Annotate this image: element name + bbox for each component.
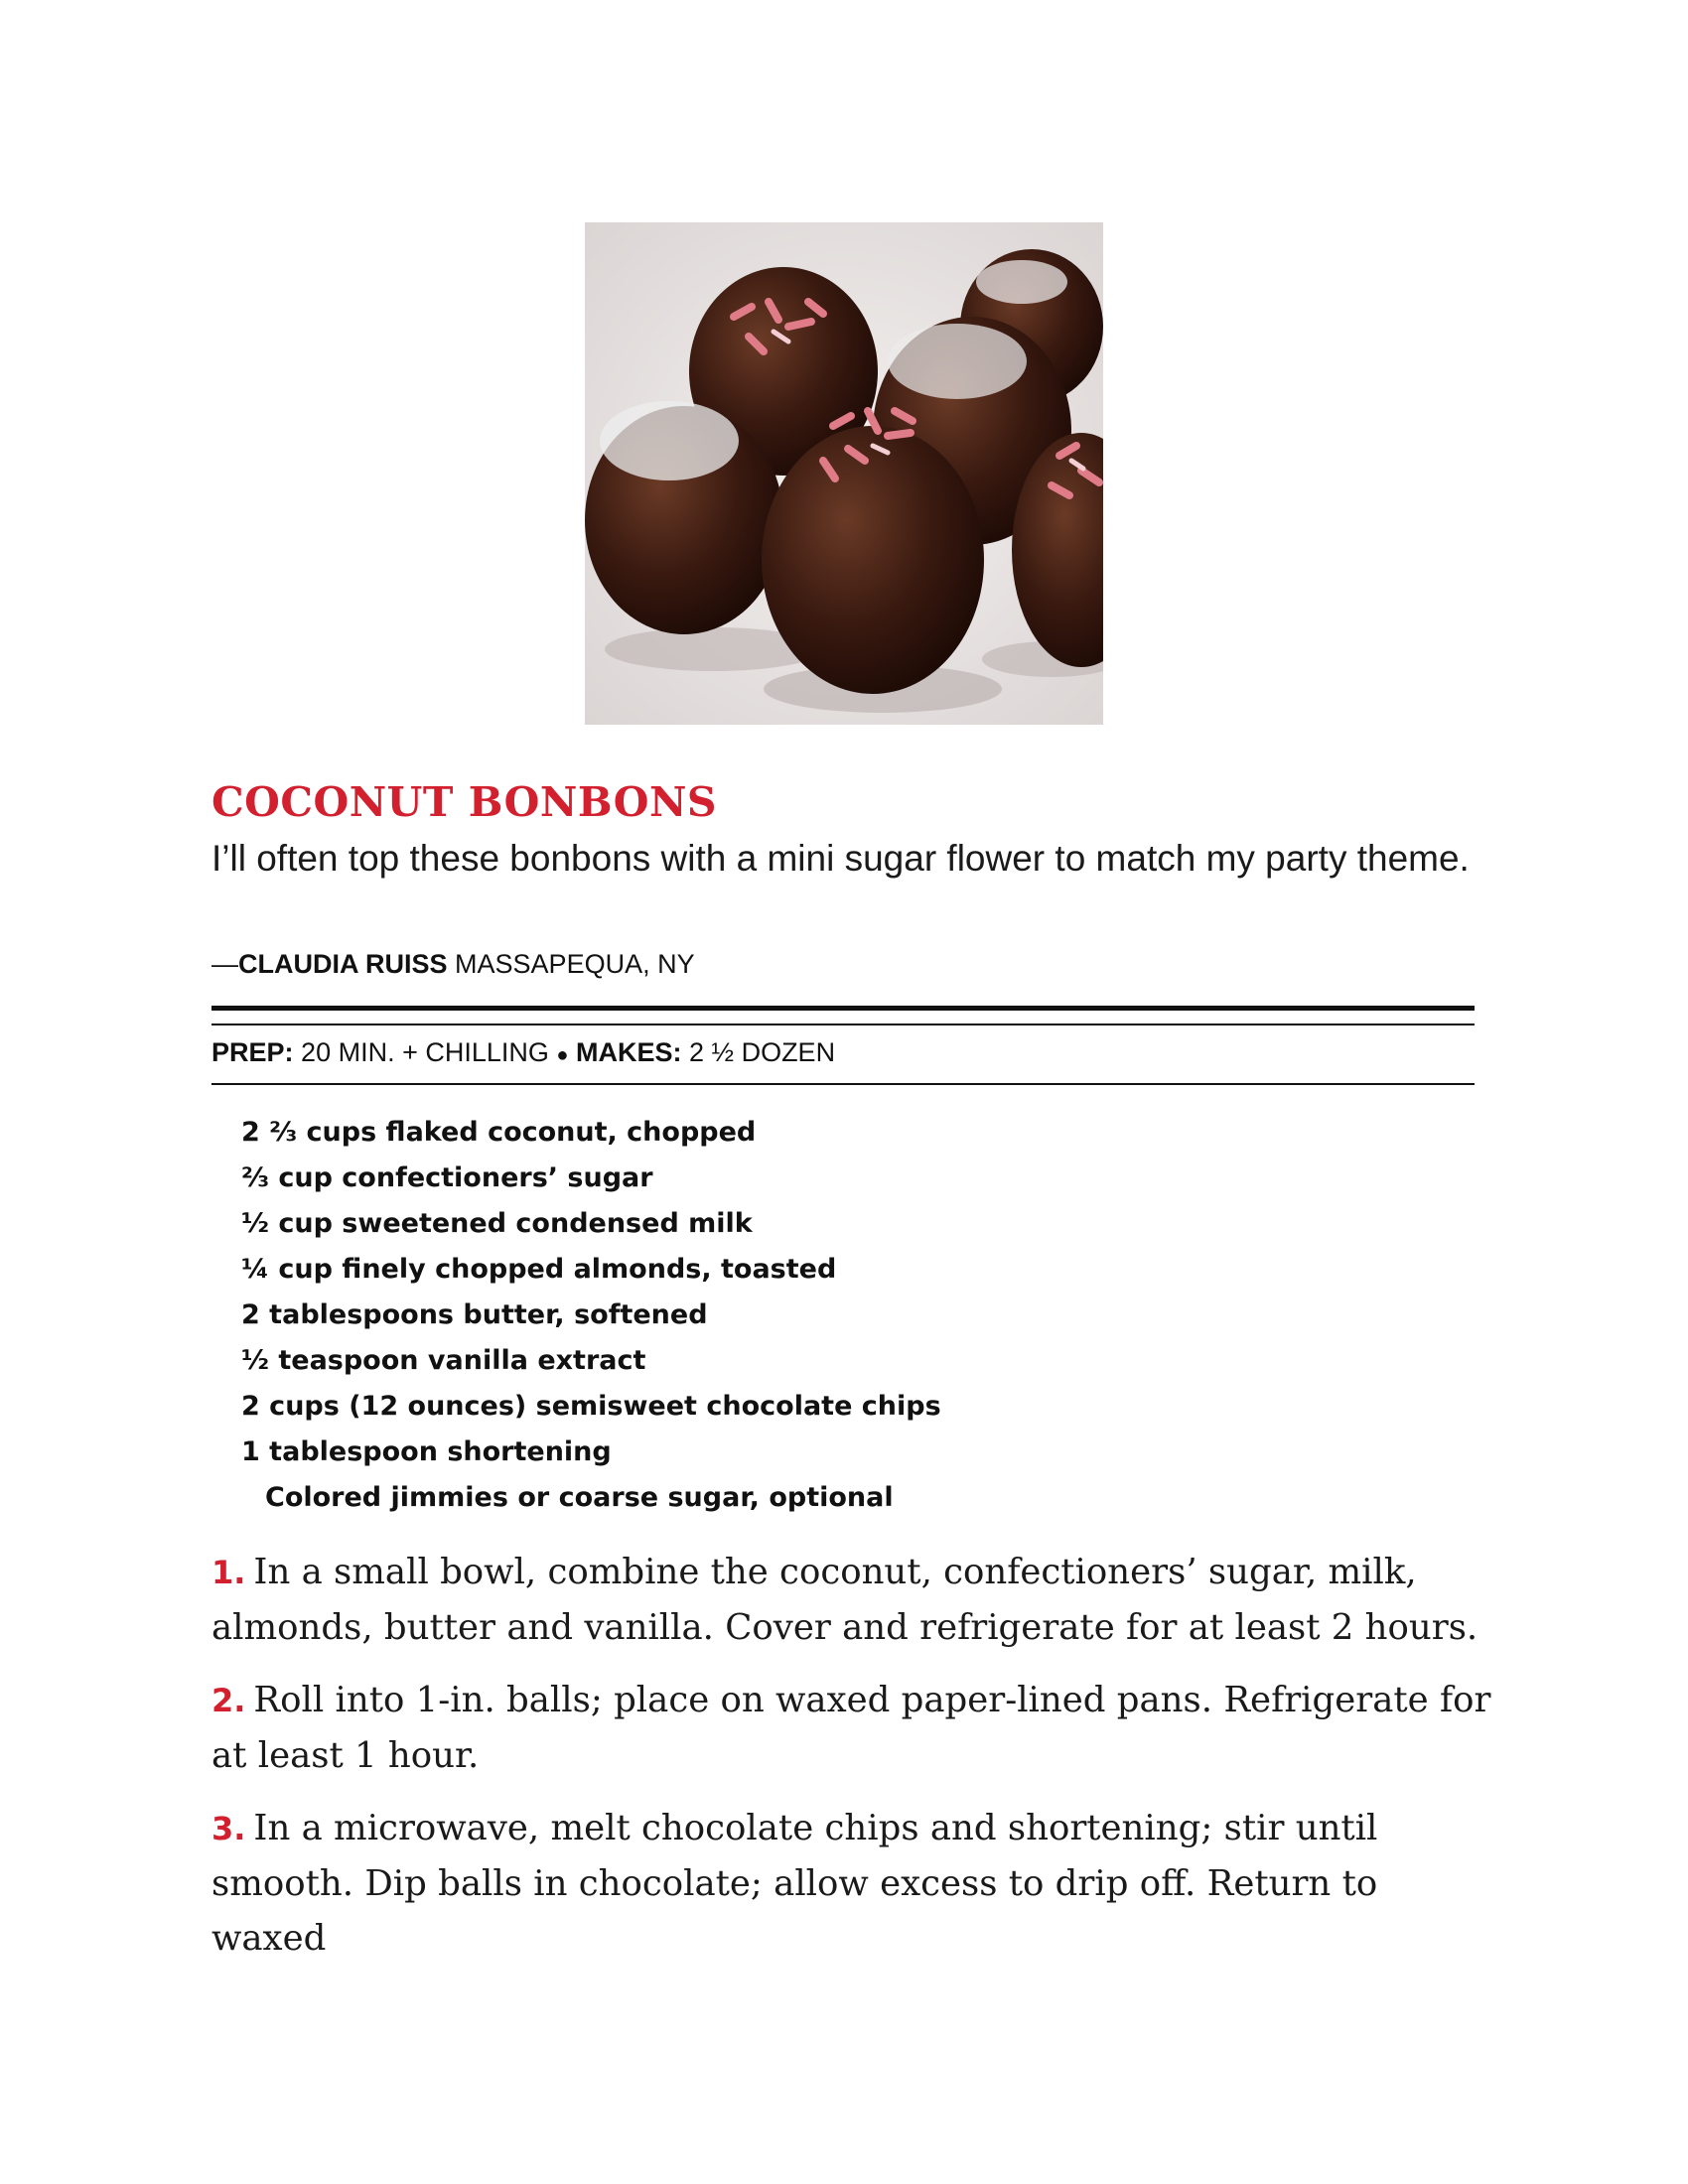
divider-thick bbox=[211, 1006, 1475, 1011]
step-text: In a microwave, melt chocolate chips and shortening; stir until smooth. Dip balls in chocolate; allow excess to drip off. Return to waxed bbox=[211, 1808, 1378, 1959]
directions bbox=[211, 1545, 1492, 1983]
makes-value: 2 ½ DOZEN bbox=[689, 1037, 836, 1067]
step-number: 2. bbox=[211, 1682, 246, 1719]
step-number: 3. bbox=[211, 1810, 246, 1847]
ingredient-item: 2 cups (12 ounces) semisweet chocolate chips bbox=[241, 1391, 941, 1422]
author-name: CLAUDIA RUISS bbox=[238, 949, 448, 979]
meta-separator: ● bbox=[556, 1044, 569, 1066]
step bbox=[211, 1801, 1492, 1966]
byline-dash: — bbox=[211, 949, 238, 979]
byline bbox=[211, 949, 695, 980]
divider-thin bbox=[211, 1024, 1475, 1025]
bonbons-photo bbox=[585, 222, 1103, 725]
ingredient-item: 2 tablespoons butter, softened bbox=[241, 1299, 708, 1330]
recipe-meta bbox=[211, 1037, 835, 1068]
step-text: In a small bowl, combine the coconut, confectioners’ sugar, milk, almonds, butter and vanilla. Cover and refrigerate for at least 2 hours. bbox=[211, 1552, 1478, 1648]
author-location: MASSAPEQUA, NY bbox=[455, 949, 695, 979]
ingredient-item: ⅔ cup confectioners’ sugar bbox=[241, 1162, 653, 1193]
prep-value: 20 MIN. + CHILLING bbox=[301, 1037, 549, 1067]
makes-label: MAKES: bbox=[576, 1037, 682, 1067]
ingredient-item: Colored jimmies or coarse sugar, optional bbox=[265, 1482, 894, 1513]
ingredients-list bbox=[241, 1110, 941, 1521]
ingredient-item: ¼ cup finely chopped almonds, toasted bbox=[241, 1254, 837, 1285]
ingredient-item: ½ teaspoon vanilla extract bbox=[241, 1345, 646, 1376]
recipe-title: COCONUT BONBONS bbox=[211, 778, 718, 826]
step bbox=[211, 1673, 1492, 1783]
step-text: Roll into 1-in. balls; place on waxed paper-lined pans. Refrigerate for at least 1 hour. bbox=[211, 1680, 1491, 1776]
ingredient-item: ½ cup sweetened condensed milk bbox=[241, 1208, 753, 1239]
recipe-intro: I’ll often top these bonbons with a mini sugar flower to match my party theme. bbox=[211, 838, 1470, 879]
step-number: 1. bbox=[211, 1554, 246, 1591]
step bbox=[211, 1545, 1492, 1655]
ingredient-item: 2 ⅔ cups flaked coconut, chopped bbox=[241, 1117, 757, 1148]
prep-label: PREP: bbox=[211, 1037, 294, 1067]
divider-thin bbox=[211, 1083, 1475, 1085]
ingredient-item: 1 tablespoon shortening bbox=[241, 1436, 612, 1467]
